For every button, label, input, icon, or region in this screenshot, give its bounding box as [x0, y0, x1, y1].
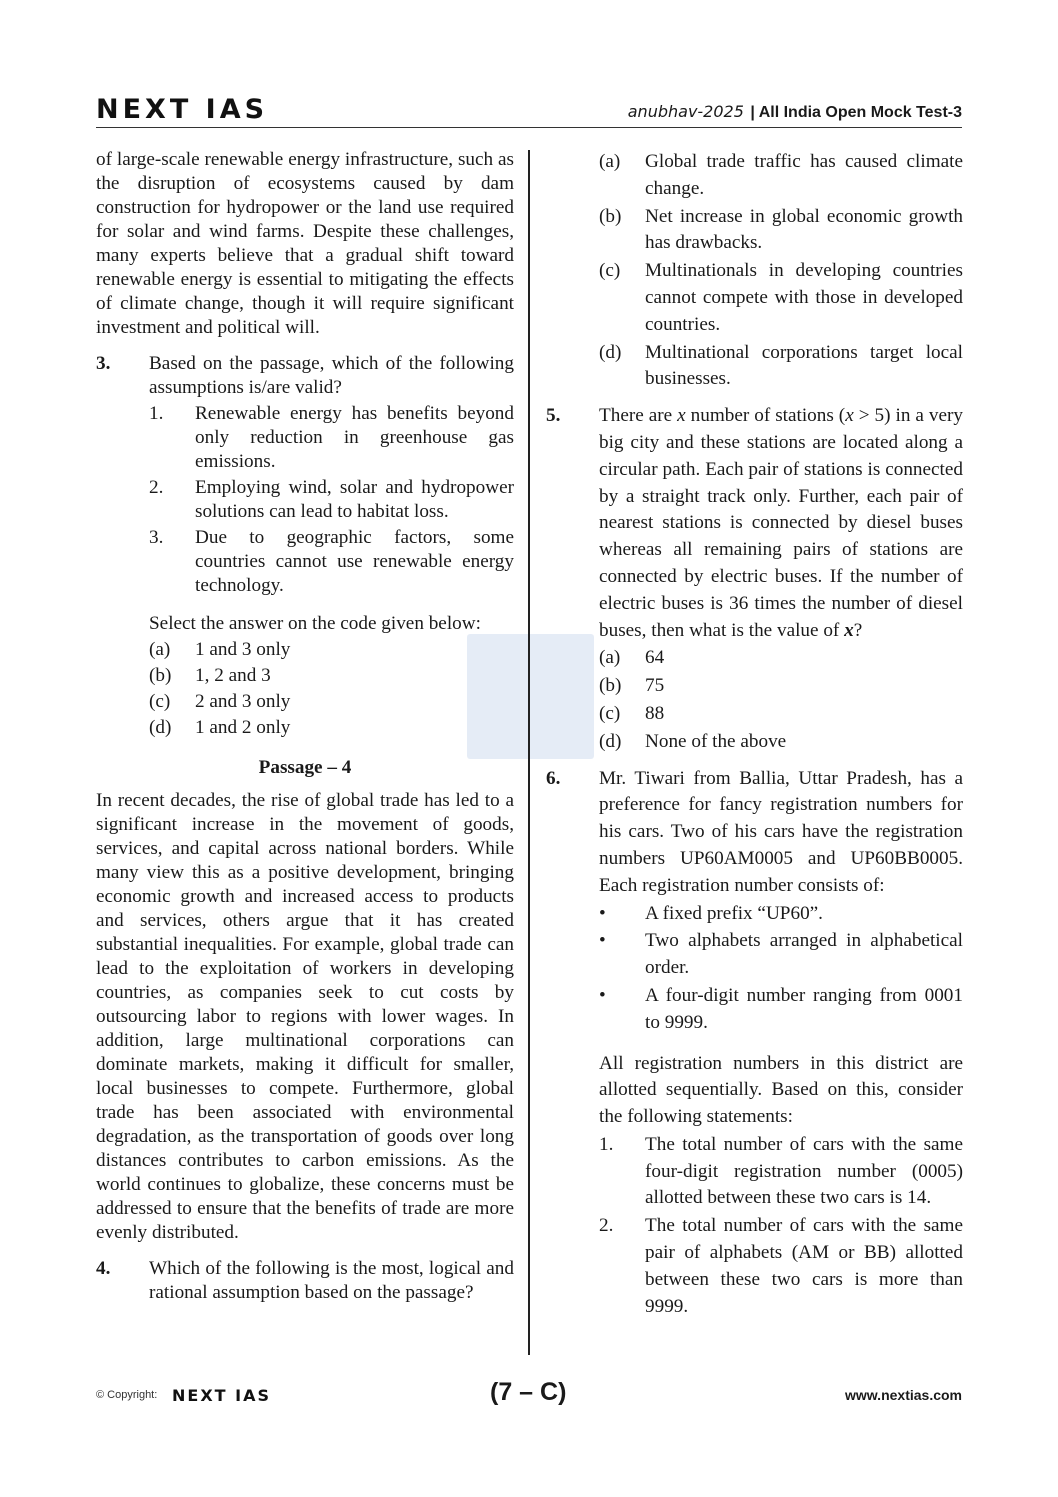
question-number: 6. — [546, 767, 561, 789]
copyright-label: © Copyright: — [96, 1389, 158, 1401]
statement-text: The total number of cars with the same four-digit registration number (0005) allotted between these two cars is 14. — [645, 1133, 963, 1209]
bullet-text: Two alphabets arranged in alphabetical order. — [645, 930, 963, 979]
option-text: Net increase in global economic growth has drawbacks. — [645, 205, 963, 254]
question-3 — [96, 352, 514, 740]
question-5 — [546, 403, 963, 755]
question-stem: Based on the passage, which of the following assumptions is/are valid? — [149, 353, 514, 398]
option-item — [149, 690, 514, 714]
question-stem: There are x number of stations (x > 5) in a very big city and these stations are located along a circular path. Each pair of stations is connected by a straight track only. Further, each pair of nearest stations is connected by diesel buses whereas all remaining pairs of stations are connected by electric buses. If the number of electric buses is 36 times the number of diesel buses, then what is the value of x? — [599, 405, 963, 641]
option-label: (c) — [149, 691, 171, 712]
statement-item — [599, 1132, 963, 1212]
question-number: 5. — [546, 405, 561, 427]
passage-4-title: Passage – 4 — [258, 757, 352, 778]
option-item — [149, 716, 514, 740]
question-number: 3. — [96, 353, 111, 374]
statement-text: Due to geographic factors, some countries cannot use renewable energy technology. — [195, 527, 514, 596]
bullet-mark: • — [599, 902, 606, 924]
right-column — [546, 148, 963, 1320]
option-item — [599, 701, 963, 728]
series-brand: anubhav-2025 — [627, 102, 744, 121]
answer-instruction: Select the answer on the code given below: — [149, 613, 481, 634]
passage-4-text: In recent decades, the rise of global trade has led to a significant increase in the movement of goods, services, and capital across national borders. While many view this as a positive development, bringing economic growth and increased access to products and services, others argue that it has created substantial inequalities. For example, global trade can lead to the exploitation of workers in developing countries, as companies seek to cut costs by outsourcing labor to regions with lower wages. In addition, large multinational corporations can dominate markets, making it difficult for smaller, local businesses to compete. Furthermore, global trade has been associated with environmental degradation, as the transportation of goods over long distances contributes to carbon emissions. As the world continues to globalize, these concerns must be addressed to ensure that the benefits of trade are more evenly distributed. — [96, 790, 514, 1243]
header-logo: NEXT IAS — [96, 94, 269, 125]
column-divider — [528, 150, 530, 1355]
question-4-options — [546, 148, 963, 393]
passage-continuation: of large-scale renewable energy infrastructure, such as the disruption of ecosystems caused by dam construction for hydropower or the land use required for solar and wind farms. Despite these challenges, many experts believe that a gradual shift toward renewable energy is essential to mitigating the effects of climate change, though it will require significant investment and political will. — [96, 149, 514, 338]
option-item — [599, 258, 963, 338]
bullet-mark: • — [599, 984, 606, 1006]
statement-label: 2. — [149, 477, 164, 498]
option-item — [599, 645, 963, 672]
statement-item — [149, 476, 514, 524]
option-text: 64 — [645, 647, 665, 669]
option-text: Global trade traffic has caused climate change. — [645, 151, 963, 199]
option-text: 88 — [645, 702, 665, 724]
option-text: 1, 2 and 3 — [195, 665, 271, 686]
statement-label: 2. — [599, 1215, 614, 1237]
bullet-text: A four-digit number ranging from 0001 to 9999. — [645, 984, 963, 1033]
question-stem: Mr. Tiwari from Ballia, Uttar Pradesh, has a preference for fancy registration numbers for his cars. Two of his cars have the registration numbers UP60AM0005 and UP60BB0005. Each registration number consists of: — [599, 767, 963, 896]
statement-label: 3. — [149, 527, 164, 548]
option-item — [599, 673, 963, 700]
question-paragraph: All registration numbers in this district are allotted sequentially. Based on this, consider the following statements: — [599, 1052, 963, 1128]
option-label: (b) — [599, 675, 622, 697]
question-stem: Which of the following is the most, logical and rational assumption based on the passage? — [149, 1258, 514, 1303]
statement-text: Employing wind, solar and hydropower solutions can lead to habitat loss. — [195, 477, 514, 522]
option-label: (b) — [149, 665, 172, 686]
website-link[interactable]: www.nextias.com — [845, 1387, 962, 1403]
header-rule — [96, 127, 962, 128]
option-item — [599, 729, 963, 756]
statement-text: The total number of cars with the same pair of alphabets (AM or BB) allotted between these two cars is more than 9999. — [645, 1215, 963, 1317]
statement-label: 1. — [149, 403, 164, 424]
option-text: 75 — [645, 675, 665, 697]
bullet-item — [599, 983, 963, 1037]
statement-text: Renewable energy has benefits beyond only reduction in greenhouse gas emissions. — [195, 403, 514, 472]
statement-label: 1. — [599, 1133, 614, 1155]
header-test-title — [628, 102, 962, 122]
option-item — [149, 664, 514, 688]
option-label: (a) — [599, 151, 621, 172]
option-item — [599, 149, 963, 203]
option-label: (c) — [599, 260, 621, 282]
option-text: None of the above — [645, 730, 787, 752]
bullet-item — [599, 901, 963, 928]
footer-logo: NEXT IAS — [172, 1386, 271, 1405]
question-6 — [546, 766, 963, 1321]
statement-item — [599, 1213, 963, 1320]
option-label: (a) — [149, 639, 171, 660]
bullet-item — [599, 928, 963, 982]
option-label: (d) — [599, 730, 622, 752]
option-item — [599, 340, 963, 394]
option-label: (a) — [599, 647, 621, 669]
left-column — [96, 148, 514, 1305]
bullet-text: A fixed prefix “UP60”. — [645, 902, 823, 924]
option-label: (d) — [599, 341, 622, 363]
option-item — [149, 638, 514, 662]
statement-item — [149, 526, 514, 598]
option-label: (d) — [149, 717, 172, 738]
bullet-mark: • — [599, 930, 606, 952]
test-name: All India Open Mock Test-3 — [758, 104, 962, 121]
question-4 — [96, 1257, 514, 1305]
option-text: 1 and 2 only — [195, 717, 291, 738]
question-number: 4. — [96, 1258, 111, 1279]
page-number: (7 – C) — [490, 1378, 567, 1406]
option-text: Multinationals in developing countries cannot compete with those in developed countries. — [645, 260, 963, 335]
option-label: (c) — [599, 702, 621, 724]
option-item — [599, 204, 963, 258]
option-text: 1 and 3 only — [195, 639, 291, 660]
option-text: 2 and 3 only — [195, 691, 291, 712]
statement-item — [149, 402, 514, 474]
header-separator: | — [750, 104, 755, 121]
option-label: (b) — [599, 205, 622, 227]
option-text: Multinational corporations target local businesses. — [645, 341, 963, 390]
